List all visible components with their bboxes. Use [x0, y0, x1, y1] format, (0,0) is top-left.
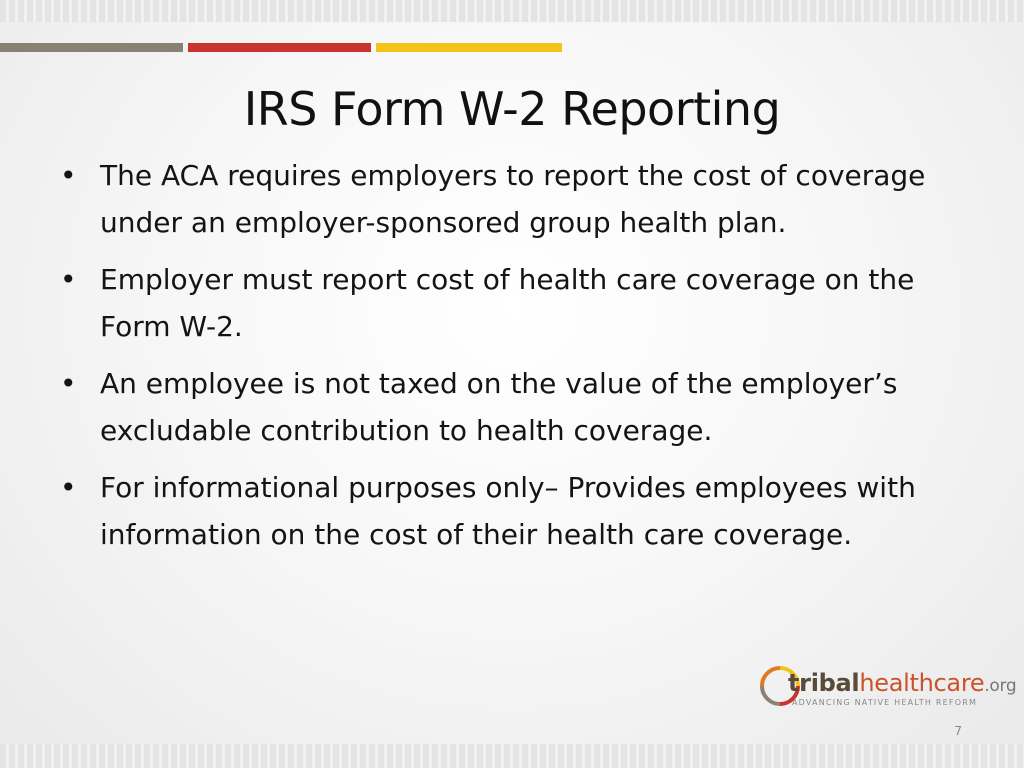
- accent-bar-gray: [0, 43, 183, 52]
- accent-bar-red: [188, 43, 371, 52]
- bullet-marker: •: [60, 471, 77, 504]
- logo-healthcare-text: healthcare: [859, 669, 985, 697]
- bullet-list: [58, 152, 973, 568]
- bullet-item: [58, 464, 973, 558]
- bullet-text: Employer must report cost of health care coverage on the Form W-2.: [100, 263, 915, 343]
- top-stripe-band: [0, 0, 1024, 22]
- bullet-text: For informational purposes only– Provides employees with information on the cost of their health care coverage.: [100, 471, 916, 551]
- slide-number: 7: [954, 724, 962, 738]
- slide-title: IRS Form W-2 Reporting: [243, 81, 781, 136]
- bullet-item: [58, 360, 973, 454]
- tribalhealthcare-logo: [758, 658, 1017, 718]
- logo-tribal-text: tribal: [788, 669, 860, 697]
- bullet-marker: •: [60, 367, 77, 400]
- logo-org-text: .org: [984, 676, 1017, 696]
- bullet-item: [58, 256, 973, 350]
- bullet-marker: •: [60, 263, 77, 296]
- bullet-text: The ACA requires employers to report the cost of coverage under an employer-sponsored group health plan.: [100, 159, 926, 239]
- bullet-item: [58, 152, 973, 246]
- accent-bar-yellow: [376, 43, 562, 52]
- logo-wordmark: [788, 668, 1016, 701]
- bottom-stripe-band: [0, 744, 1024, 768]
- logo-tagline: ADVANCING NATIVE HEALTH REFORM: [792, 698, 978, 707]
- bullet-marker: •: [60, 159, 77, 192]
- bullet-text: An employee is not taxed on the value of the employer’s excludable contribution to health coverage.: [100, 367, 898, 447]
